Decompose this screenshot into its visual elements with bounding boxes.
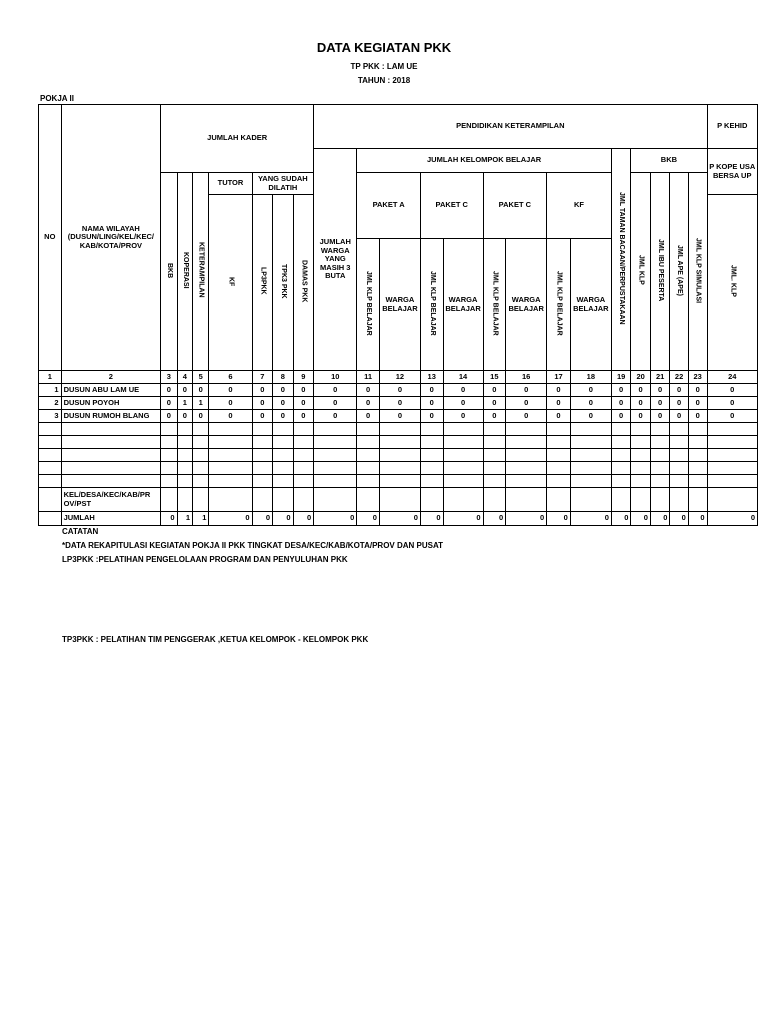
note-tp3pkk: TP3PKK : PELATIHAN TIM PENGGERAK ,KETUA KELOMPOK - KELOMPOK PKK <box>62 635 369 644</box>
row-value: 0 <box>209 397 252 410</box>
col-warga-belajar-c1: WARGA BELAJAR <box>443 239 483 371</box>
row-value: 0 <box>357 384 380 397</box>
jumlah-label: JUMLAH <box>61 512 161 526</box>
row-value: 0 <box>506 410 547 423</box>
row-value: 0 <box>161 410 177 423</box>
empty-row <box>39 475 758 488</box>
row-value: 0 <box>570 384 611 397</box>
jumlah-row <box>39 512 758 526</box>
row-value: 0 <box>611 384 631 397</box>
col-partial-top: P KEHID <box>707 105 758 149</box>
row-value: 0 <box>293 397 314 410</box>
column-number: 3 <box>161 371 177 384</box>
jumlah-value: 0 <box>631 512 651 526</box>
row-value: 0 <box>443 397 483 410</box>
col-jml-klp-belajar-kf: JML KLP BELAJAR <box>547 239 571 371</box>
column-number: 23 <box>688 371 707 384</box>
row-value: 0 <box>252 384 273 397</box>
row-value: 0 <box>209 384 252 397</box>
row-value: 0 <box>443 384 483 397</box>
jumlah-value: 0 <box>547 512 571 526</box>
row-value: 0 <box>688 384 707 397</box>
column-number: 9 <box>293 371 314 384</box>
pokja-label: POKJA II <box>40 94 74 103</box>
tp-pkk-label: TP PKK : LAM UE <box>350 62 418 71</box>
kegiatan-table <box>38 104 758 526</box>
column-number: 16 <box>506 371 547 384</box>
row-value: 0 <box>161 397 177 410</box>
column-number: 17 <box>547 371 571 384</box>
row-value: 0 <box>293 384 314 397</box>
col-jml-klp-belajar-c1: JML KLP BELAJAR <box>420 239 443 371</box>
col-warga-belajar-a: WARGA BELAJAR <box>379 239 420 371</box>
catatan-label: CATATAN <box>62 527 99 536</box>
row-value: 0 <box>483 384 506 397</box>
tahun-label: TAHUN : 2018 <box>357 76 411 85</box>
column-number: 13 <box>420 371 443 384</box>
column-number: 5 <box>192 371 208 384</box>
jumlah-value: 0 <box>688 512 707 526</box>
column-number: 19 <box>611 371 631 384</box>
row-value: 0 <box>631 384 651 397</box>
col-tutor: TUTOR <box>209 173 252 195</box>
row-value: 0 <box>688 397 707 410</box>
column-number: 8 <box>273 371 294 384</box>
jumlah-value: 0 <box>707 512 758 526</box>
row-value: 0 <box>570 397 611 410</box>
col-pendidikan-keterampilan: PENDIDIKAN KETERAMPILAN <box>314 105 707 149</box>
row-value: 0 <box>631 397 651 410</box>
col-paket-c1: PAKET C <box>420 173 483 239</box>
col-jml-klp-simulasi: JML KLP SIMULASI <box>688 173 707 371</box>
data-rows <box>39 384 758 423</box>
jumlah-value: 0 <box>293 512 314 526</box>
row-name: DUSUN ABU LAM UE <box>61 384 161 397</box>
column-number: 21 <box>650 371 670 384</box>
column-number: 6 <box>209 371 252 384</box>
row-no: 2 <box>39 397 62 410</box>
col-jml-klp-belajar-a: JML KLP BELAJAR <box>357 239 380 371</box>
row-value: 0 <box>707 410 758 423</box>
col-keterampilan: KETERAMPILAN <box>192 173 208 371</box>
row-value: 0 <box>547 410 571 423</box>
row-value: 0 <box>273 397 294 410</box>
row-value: 0 <box>293 410 314 423</box>
row-value: 0 <box>314 410 357 423</box>
row-value: 0 <box>420 397 443 410</box>
col-jumlah-warga-buta: JUMLAH WARGA YANG MASIH 3 BUTA <box>314 149 357 371</box>
row-value: 0 <box>670 384 688 397</box>
row-value: 0 <box>314 384 357 397</box>
table-header <box>39 105 758 371</box>
row-value: 0 <box>192 410 208 423</box>
jumlah-value: 0 <box>209 512 252 526</box>
jumlah-value: 0 <box>443 512 483 526</box>
column-number: 22 <box>670 371 688 384</box>
row-value: 0 <box>177 410 192 423</box>
column-number: 7 <box>252 371 273 384</box>
col-kf-group: KF <box>547 173 612 239</box>
col-yang-sudah-dilatih: YANG SUDAH DILATIH <box>252 173 314 195</box>
row-value: 0 <box>707 397 758 410</box>
col-lp3pkk: LP3PKK <box>252 195 273 371</box>
row-value: 1 <box>177 397 192 410</box>
column-number: 12 <box>379 371 420 384</box>
empty-row <box>39 423 758 436</box>
row-value: 0 <box>611 397 631 410</box>
row-value: 0 <box>483 410 506 423</box>
jumlah-value: 0 <box>611 512 631 526</box>
row-value: 0 <box>420 384 443 397</box>
col-jumlah-kader: JUMLAH KADER <box>161 105 314 173</box>
row-value: 0 <box>547 397 571 410</box>
jumlah-value: 0 <box>357 512 380 526</box>
row-value: 0 <box>314 397 357 410</box>
col-warga-belajar-kf: WARGA BELAJAR <box>570 239 611 371</box>
row-value: 0 <box>670 410 688 423</box>
row-value: 0 <box>273 384 294 397</box>
summary-rows <box>39 488 758 526</box>
empty-row <box>39 449 758 462</box>
col-jml-ibu-peserta: JML IBU PESERTA <box>650 173 670 371</box>
note-rekapitulasi: *DATA REKAPITULASI KEGIATAN POKJA II PKK TINGKAT DESA/KEC/KAB/KOTA/PROV DAN PUSAT <box>62 541 444 550</box>
col-no: NO <box>39 105 62 371</box>
jumlah-value: 0 <box>314 512 357 526</box>
col-bkb: BKB <box>161 173 177 371</box>
table-row <box>39 397 758 410</box>
jumlah-value: 0 <box>420 512 443 526</box>
column-number: 4 <box>177 371 192 384</box>
col-bkb-group: BKB <box>631 149 707 173</box>
empty-row <box>39 462 758 475</box>
jumlah-value: 0 <box>650 512 670 526</box>
row-value: 1 <box>192 397 208 410</box>
row-value: 0 <box>357 397 380 410</box>
jumlah-value: 0 <box>252 512 273 526</box>
row-value: 0 <box>688 410 707 423</box>
jumlah-value: 0 <box>570 512 611 526</box>
col-jumlah-kelompok-belajar: JUMLAH KELOMPOK BELAJAR <box>357 149 612 173</box>
kel-label: KEL/DESA/KEC/KAB/PR OV/PST <box>61 488 161 512</box>
row-value: 0 <box>631 410 651 423</box>
row-value: 0 <box>209 410 252 423</box>
row-value: 0 <box>192 384 208 397</box>
row-value: 0 <box>707 384 758 397</box>
col-warga-belajar-c2: WARGA BELAJAR <box>506 239 547 371</box>
row-value: 0 <box>252 410 273 423</box>
row-value: 0 <box>506 397 547 410</box>
row-value: 0 <box>650 384 670 397</box>
jumlah-value: 1 <box>192 512 208 526</box>
empty-rows <box>39 423 758 488</box>
column-number: 14 <box>443 371 483 384</box>
column-number: 18 <box>570 371 611 384</box>
kel-row <box>39 488 758 512</box>
row-value: 0 <box>443 410 483 423</box>
column-number: 15 <box>483 371 506 384</box>
col-jml-taman-bacaan: JML TAMAN BACAAN/PERPUSTAKAAN <box>611 149 631 371</box>
row-value: 0 <box>357 410 380 423</box>
col-jml-klp-24: JML. KLP <box>707 195 758 371</box>
column-number: 11 <box>357 371 380 384</box>
col-nama-wilayah: NAMA WILAYAH (DUSUN/LING/KEL/KEC/ KAB/KOTA/PROV <box>61 105 161 371</box>
jumlah-value: 0 <box>483 512 506 526</box>
row-value: 0 <box>650 397 670 410</box>
row-value: 0 <box>379 410 420 423</box>
jumlah-value: 0 <box>670 512 688 526</box>
row-no: 1 <box>39 384 62 397</box>
row-value: 0 <box>379 397 420 410</box>
jumlah-value: 0 <box>506 512 547 526</box>
jumlah-value: 1 <box>177 512 192 526</box>
empty-row <box>39 436 758 449</box>
row-value: 0 <box>420 410 443 423</box>
table-wrapper <box>38 104 756 523</box>
row-name: DUSUN POYOH <box>61 397 161 410</box>
page-title: DATA KEGIATAN PKK <box>316 40 452 55</box>
row-name: DUSUN RUMOH BLANG <box>61 410 161 423</box>
col-partial-group: P KOPE USA BERSA UP <box>707 149 758 195</box>
col-jml-ape: JML APE (APE) <box>670 173 688 371</box>
column-number: 1 <box>39 371 62 384</box>
row-value: 0 <box>570 410 611 423</box>
note-lp3pkk: LP3PKK :PELATIHAN PENGELOLAAN PROGRAM DAN PENYULUHAN PKK <box>62 555 348 564</box>
jumlah-value: 0 <box>161 512 177 526</box>
row-value: 0 <box>273 410 294 423</box>
column-number: 10 <box>314 371 357 384</box>
row-value: 0 <box>483 397 506 410</box>
row-value: 0 <box>650 410 670 423</box>
row-value: 0 <box>161 384 177 397</box>
row-value: 0 <box>177 384 192 397</box>
row-value: 0 <box>506 384 547 397</box>
row-value: 0 <box>379 384 420 397</box>
col-jml-klp-belajar-c2: JML KLP BELAJAR <box>483 239 506 371</box>
col-paket-c2: PAKET C <box>483 173 547 239</box>
column-number: 24 <box>707 371 758 384</box>
column-number-row <box>39 371 758 384</box>
col-tpk3pkk: TPK3 PKK <box>273 195 294 371</box>
table-row <box>39 410 758 423</box>
jumlah-value: 0 <box>379 512 420 526</box>
row-value: 0 <box>547 384 571 397</box>
table-row <box>39 384 758 397</box>
jumlah-value: 0 <box>273 512 294 526</box>
col-kf: KF <box>209 195 252 371</box>
row-value: 0 <box>670 397 688 410</box>
column-number-row <box>39 371 758 384</box>
col-jml-klp: JML KLP <box>631 173 651 371</box>
col-paket-a: PAKET A <box>357 173 421 239</box>
row-value: 0 <box>252 397 273 410</box>
col-koperasi: KOPERASI <box>177 173 192 371</box>
column-number: 2 <box>61 371 161 384</box>
column-number: 20 <box>631 371 651 384</box>
row-no: 3 <box>39 410 62 423</box>
col-damas-pkk: DAMAS PKK <box>293 195 314 371</box>
row-value: 0 <box>611 410 631 423</box>
